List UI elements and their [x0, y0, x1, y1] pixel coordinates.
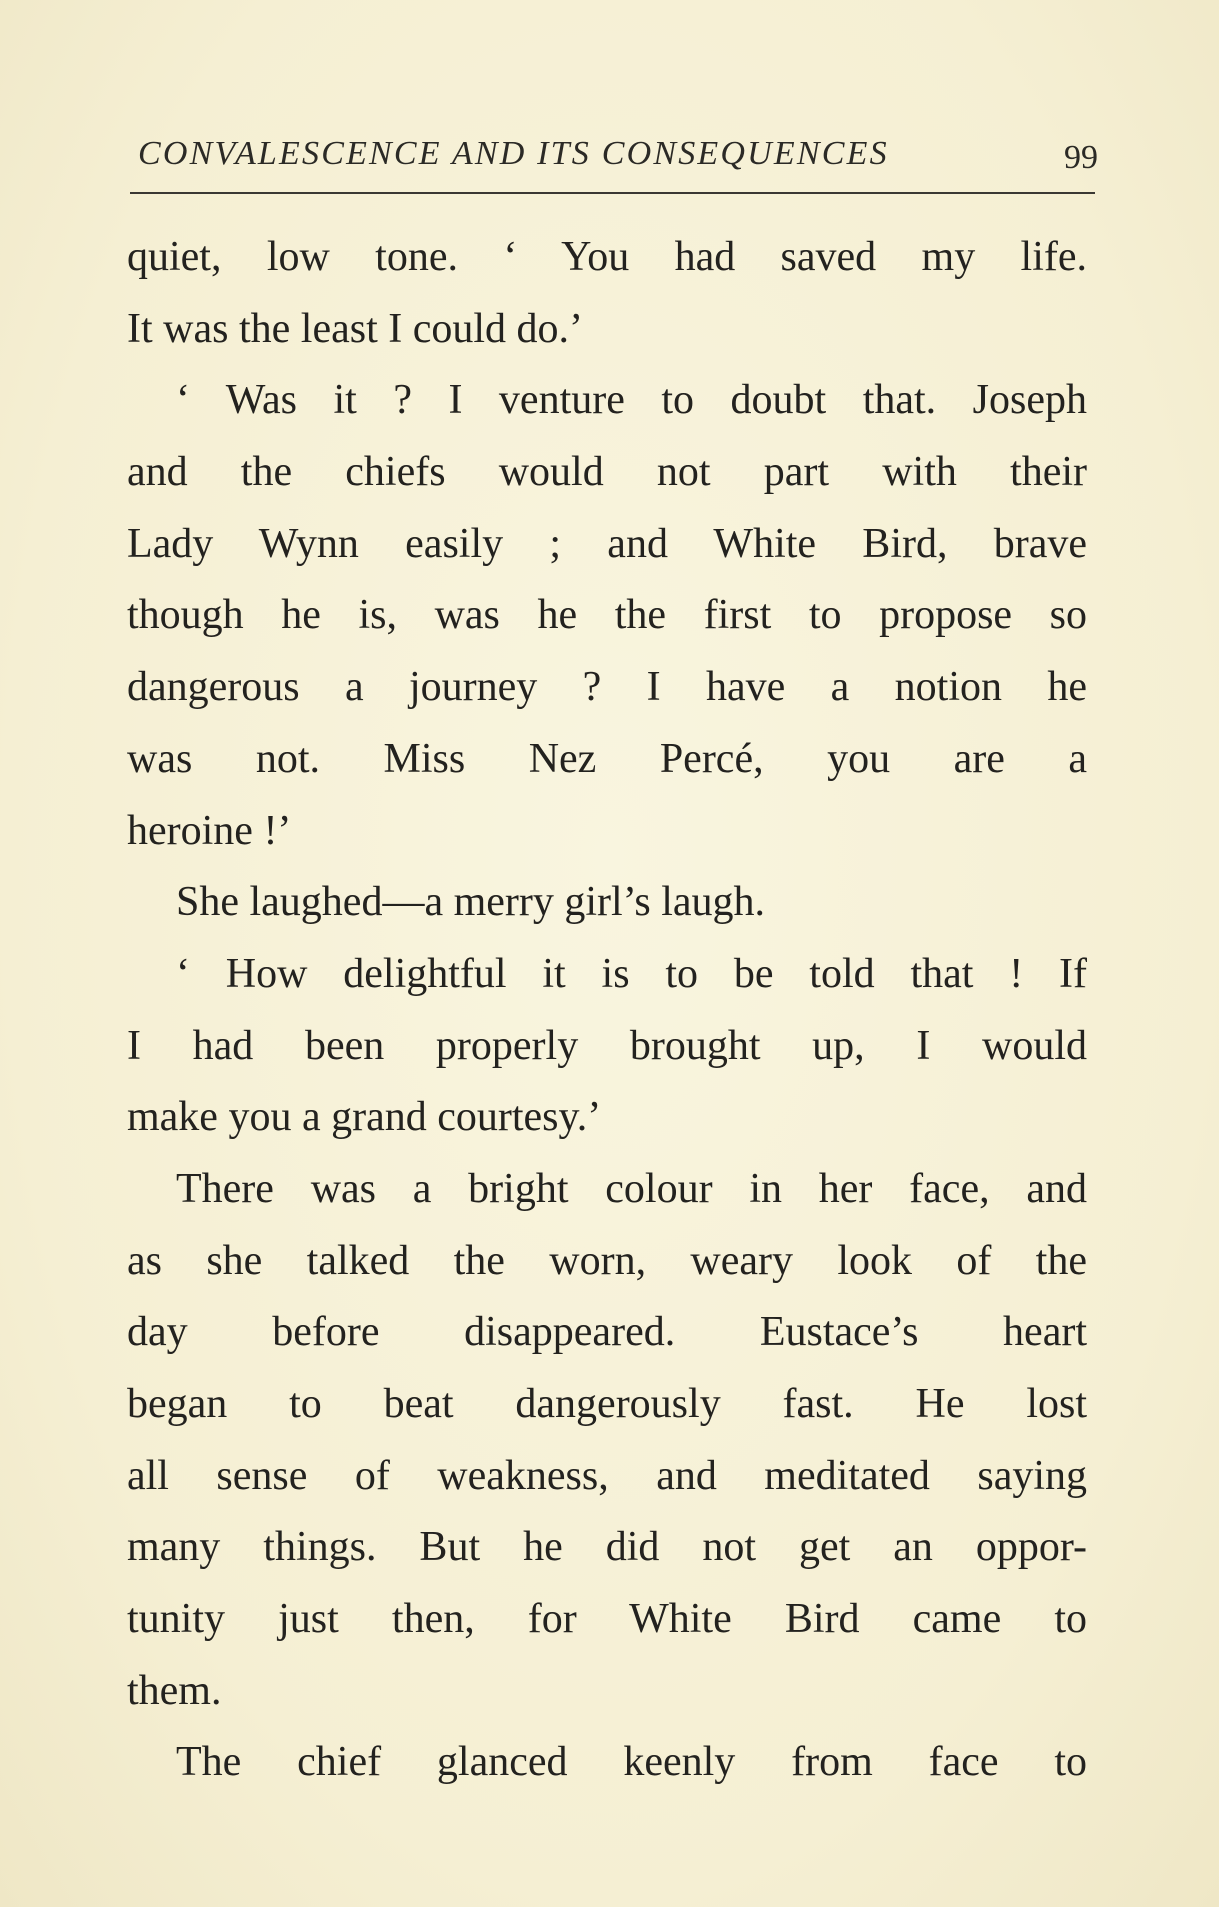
text-line: ‘ How delightful it is to be told that ! If	[176, 950, 1087, 997]
header-rule	[130, 192, 1095, 194]
running-title: CONVALESCENCE AND ITS CONSEQUENCES	[138, 135, 889, 172]
page-number: 99	[1064, 139, 1098, 176]
text-line: many things. But he did not get an oppor-	[127, 1524, 1087, 1571]
text-line: heroine !’	[127, 807, 292, 854]
text-line: began to beat dangerously fast. He lost	[127, 1381, 1087, 1427]
text-line: was not. Miss Nez Percé, you are a	[127, 735, 1087, 782]
text-line: day before disappeared. Eustace’s heart	[127, 1309, 1087, 1356]
text-line: all sense of weakness, and meditated saying	[127, 1452, 1087, 1499]
text-line: tunity just then, for White Bird came to	[127, 1596, 1087, 1643]
running-head	[138, 135, 1098, 185]
text-line: The chief glanced keenly from face to	[176, 1739, 1087, 1786]
text-line: It was the least I could do.’	[127, 305, 584, 352]
text-line: I had been properly brought up, I would	[127, 1022, 1087, 1069]
body-text	[127, 222, 1087, 1799]
text-line: There was a bright colour in her face, and	[176, 1165, 1087, 1212]
text-line: make you a grand courtesy.’	[127, 1094, 602, 1141]
text-line: and the chiefs would not part with their	[127, 449, 1087, 496]
text-line: ‘ Was it ? I venture to doubt that. Joseph	[176, 377, 1087, 424]
text-line: She laughed—a merry girl’s laugh.	[176, 879, 766, 926]
text-line: Lady Wynn easily ; and White Bird, brave	[127, 520, 1087, 567]
text-line: as she talked the worn, weary look of the	[127, 1237, 1087, 1284]
text-line: dangerous a journey ? I have a notion he	[127, 664, 1087, 711]
text-line: them.	[127, 1667, 222, 1714]
text-line: though he is, was he the first to propose so	[127, 592, 1087, 639]
text-line: quiet, low tone. ‘ You had saved my life.	[127, 234, 1087, 280]
